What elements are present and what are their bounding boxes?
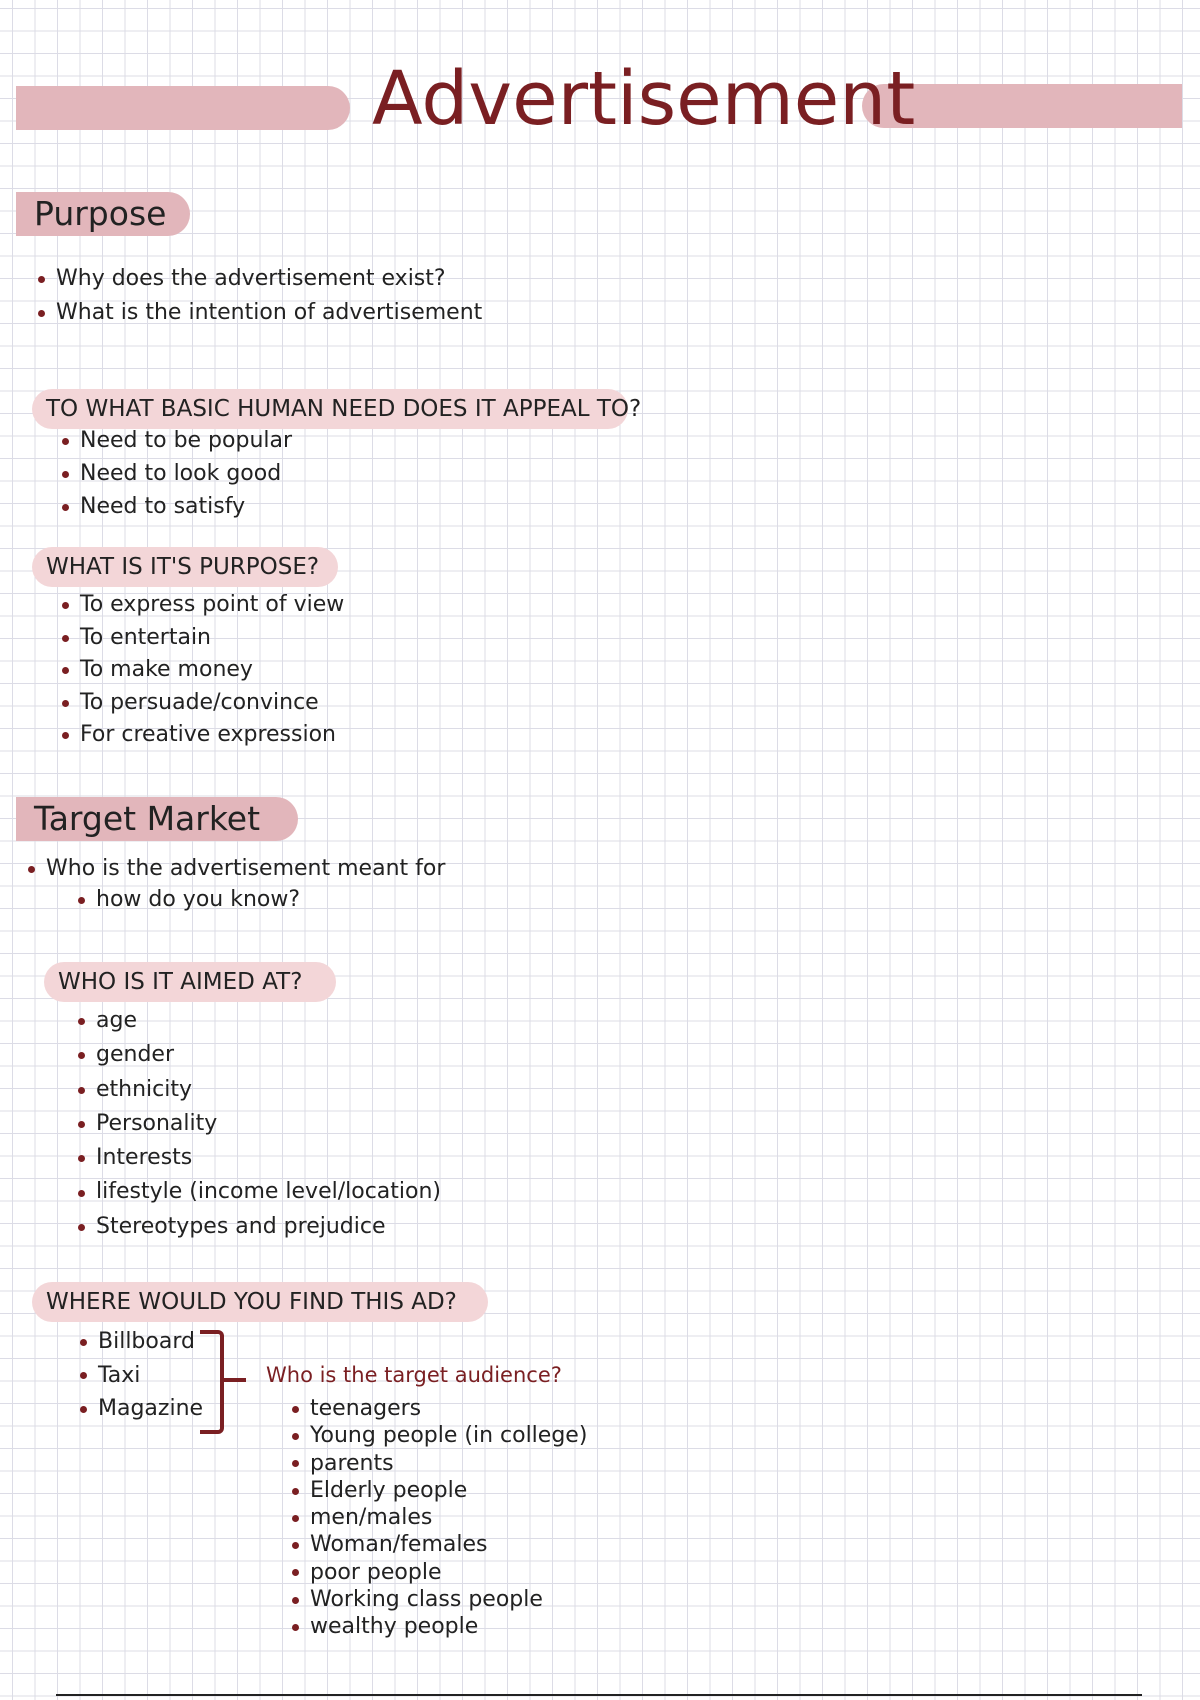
list-item: Billboard (80, 1325, 203, 1359)
list-item: What is the intention of advertisement (38, 296, 482, 330)
aimed-list (78, 1004, 441, 1244)
page-title: Advertisement (372, 56, 916, 142)
list-item: Need to be popular (62, 424, 292, 457)
list-item: To persuade/convince (62, 687, 344, 720)
target-market-bullet (28, 853, 445, 885)
list-item: Magazine (80, 1392, 203, 1426)
audience-label: Who is the target audience? (266, 1363, 562, 1387)
purpose-bullets (38, 262, 482, 330)
target-market-sub-bullet (78, 884, 300, 916)
list-item: parents (292, 1450, 587, 1477)
bottom-rule (56, 1694, 1142, 1696)
list-item: Taxi (80, 1359, 203, 1393)
list-item: Interests (78, 1141, 441, 1175)
list-item: lifestyle (income level/location) (78, 1175, 441, 1209)
what-purpose-list (62, 589, 344, 752)
need-list (62, 424, 292, 523)
where-heading (32, 1282, 488, 1322)
aimed-heading (44, 962, 336, 1002)
where-list (80, 1325, 203, 1426)
list-item: To make money (62, 654, 344, 687)
list-item: how do you know? (78, 884, 300, 916)
list-item: For creative expression (62, 719, 344, 752)
list-item: Need to satisfy (62, 490, 292, 523)
brace-connector (200, 1330, 224, 1434)
list-item: Woman/females (292, 1531, 587, 1558)
list-item: ethnicity (78, 1073, 441, 1107)
list-item: Who is the advertisement meant for (28, 853, 445, 885)
need-heading (32, 389, 642, 429)
list-item: To entertain (62, 622, 344, 655)
list-item: gender (78, 1038, 441, 1072)
where-heading-text: WHERE WOULD YOU FIND THIS AD? (46, 1289, 457, 1315)
list-item: Personality (78, 1107, 441, 1141)
target-market-heading: Target Market (16, 797, 298, 841)
list-item: Why does the advertisement exist? (38, 262, 482, 296)
list-item: poor people (292, 1559, 587, 1586)
what-purpose-heading (32, 547, 338, 587)
list-item: Working class people (292, 1586, 587, 1613)
list-item: age (78, 1004, 441, 1038)
need-heading-text: TO WHAT BASIC HUMAN NEED DOES IT APPEAL TO? (46, 396, 642, 422)
title-bar-left (16, 86, 350, 130)
list-item: To express point of view (62, 589, 344, 622)
aimed-heading-text: WHO IS IT AIMED AT? (58, 969, 303, 995)
list-item: Elderly people (292, 1477, 587, 1504)
list-item: Need to look good (62, 457, 292, 490)
purpose-heading: Purpose (16, 192, 190, 236)
list-item: Stereotypes and prejudice (78, 1210, 441, 1244)
list-item: teenagers (292, 1395, 587, 1422)
list-item: wealthy people (292, 1613, 587, 1640)
what-purpose-heading-text: WHAT IS IT'S PURPOSE? (46, 554, 320, 580)
audience-list (292, 1395, 587, 1641)
list-item: Young people (in college) (292, 1422, 587, 1449)
list-item: men/males (292, 1504, 587, 1531)
brace-tick (224, 1378, 246, 1382)
